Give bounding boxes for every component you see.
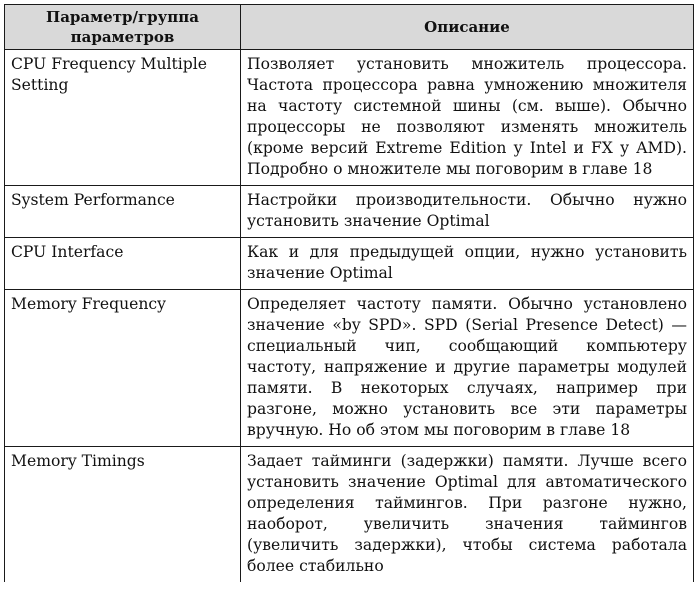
table-row	[5, 50, 694, 186]
table-header-row	[5, 5, 694, 50]
header-parameter: Параметр/группа параметров	[5, 5, 241, 50]
table-row	[5, 447, 694, 583]
row-parameter: System Performance	[5, 186, 241, 238]
row-parameter: Memory Timings	[5, 447, 241, 583]
table-row	[5, 186, 694, 238]
row-description: Настройки производительности. Обычно нужно установить значение Optimal	[241, 186, 694, 238]
row-description: Определяет частоту памяти. Обычно установлено значение «by SPD». SPD (Serial Presence Detect) — специальный чип, сообщающий компьютеру частоту, напряжение и другие параметры модулей памяти. В некоторых случаях, например при разгоне, можно установить все эти параметры вручную. Но об этом мы поговорим в главе 18	[241, 290, 694, 447]
parameters-table	[4, 4, 694, 582]
row-description: Как и для предыдущей опции, нужно установить значение Optimal	[241, 238, 694, 290]
header-description: Описание	[241, 5, 694, 50]
row-parameter: CPU Interface	[5, 238, 241, 290]
table-row	[5, 238, 694, 290]
row-parameter: Memory Frequency	[5, 290, 241, 447]
row-parameter: CPU Frequency Multiple Setting	[5, 50, 241, 186]
row-description: Задает тайминги (задержки) памяти. Лучше всего установить значение Optimal для автоматического определения таймингов. При разгоне нужно, наоборот, увеличить значения таймингов (увеличить задержки), чтобы система работала более стабильно	[241, 447, 694, 583]
row-description: Позволяет установить множитель процессора. Частота процессора равна умножению множителя на частоту системной шины (см. выше). Обычно процессоры не позволяют изменять множитель (кроме версий Extreme Edition у Intel и FX у AMD). Подробно о множителе мы поговорим в главе 18	[241, 50, 694, 186]
table-row	[5, 290, 694, 447]
